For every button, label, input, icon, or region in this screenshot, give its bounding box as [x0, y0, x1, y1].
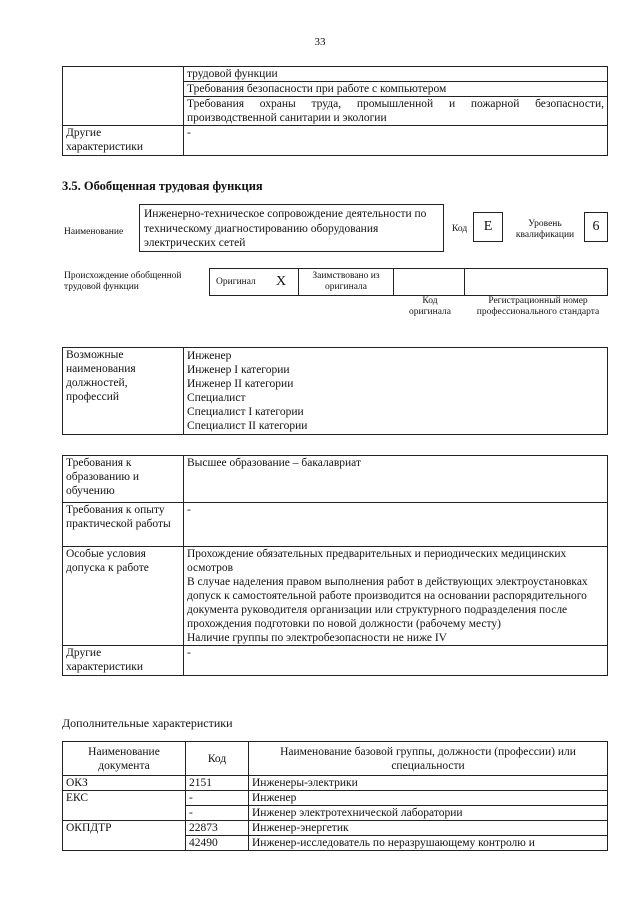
reg-number-caption: Регистрационный номер профессионального стандарта — [476, 296, 600, 317]
code-label: Код — [452, 224, 468, 234]
origin-label: Происхождение обобщенной трудовой функции — [64, 271, 182, 292]
list-item: Инженер II категории — [187, 378, 294, 390]
condition-line: Прохождение обязательных предварительных и периодических медицинских осмотров — [187, 548, 567, 574]
column-header: Код — [186, 742, 249, 776]
table-cell: Требования охраны труда, промышленной и пожарной безопасности, производственной санитарии и экологии — [184, 97, 608, 126]
reg-number-box — [464, 268, 608, 296]
table-row — [63, 456, 608, 503]
condition-line: В случае наделения правом выполнения работ в действующих электроустановках допуск к самостоятельной работе производится на основании распорядительного документа руководителя организации или структурного подразделения после прохождения подготовки по новой должности (рабочему месту) — [187, 576, 588, 630]
table-row — [63, 97, 608, 126]
table-cell: Высшее образование – бакалавриат — [184, 456, 608, 503]
borrowed-box — [298, 268, 394, 296]
requirements-table — [62, 455, 608, 676]
list-item: Инженер — [187, 350, 232, 362]
row-label: Возможные наименования должностей, профессий — [63, 348, 184, 435]
level-value: 6 — [584, 212, 608, 242]
positions-table — [62, 347, 608, 435]
code-original-box — [393, 268, 465, 296]
list-item: Специалист I категории — [187, 406, 304, 418]
list-item: Специалист — [187, 392, 246, 404]
table-cell: - — [184, 646, 608, 676]
table-header-row — [63, 742, 608, 776]
table-row — [63, 67, 608, 82]
table-row: 42490 Инженер-исследователь по неразрушающему контролю и — [63, 836, 608, 851]
table-cell: Требования безопасности при работе с компьютером — [184, 82, 608, 97]
condition-line: Наличие группы по электробезопасности не ниже IV — [187, 632, 447, 644]
name-label: Наименование — [64, 227, 124, 237]
table-cell: - — [184, 503, 608, 547]
original-mark: Х — [276, 274, 287, 289]
table-row: ОКЗ 2151 Инженеры-электрики — [63, 776, 608, 791]
table-row — [63, 82, 608, 97]
function-name: Инженерно-техническое сопровождение деятельности по техническому диагностированию оборудования электрических сетей — [139, 204, 444, 252]
column-header: Наименование базовой группы, должности (профессии) или специальности — [249, 742, 608, 776]
table-row — [63, 503, 608, 547]
row-label: Особые условия допуска к работе — [63, 547, 184, 646]
table-row: ЕКС - Инженер — [63, 791, 608, 806]
additional-title: Дополнительные характеристики — [62, 716, 233, 730]
table-row: ОКПДТР 22873 Инженер-энергетик — [63, 821, 608, 836]
section-title: 3.5. Обобщенная трудовая функция — [62, 179, 263, 193]
table-row — [63, 126, 608, 156]
code-original-caption: Код оригинала — [409, 296, 451, 317]
table-cell — [184, 547, 608, 646]
table-row: - Инженер электротехнической лаборатории — [63, 806, 608, 821]
list-item: Специалист II категории — [187, 420, 308, 432]
table-row — [63, 348, 608, 435]
additional-table — [62, 741, 608, 851]
original-label: Оригинал — [216, 277, 256, 287]
top-table — [62, 66, 608, 156]
column-header: Наименование документа — [63, 742, 186, 776]
row-label: Требования к образованию и обучению — [63, 456, 184, 503]
table-cell: - — [184, 126, 608, 156]
table-row — [63, 646, 608, 676]
table-cell: трудовой функции — [184, 67, 608, 82]
table-row — [63, 547, 608, 646]
borrowed-label: Заимствовано из оригинала — [312, 271, 380, 292]
positions-list — [184, 348, 608, 435]
row-label: Другие характеристики — [63, 646, 184, 676]
code-value: Е — [473, 212, 503, 242]
original-box — [209, 268, 299, 296]
page-number: 33 — [314, 36, 326, 48]
level-label: Уровень квалификации — [515, 219, 575, 240]
list-item: Инженер I категории — [187, 364, 290, 376]
row-label: Другие характеристики — [63, 126, 184, 156]
row-label: Требования к опыту практической работы — [63, 503, 184, 547]
